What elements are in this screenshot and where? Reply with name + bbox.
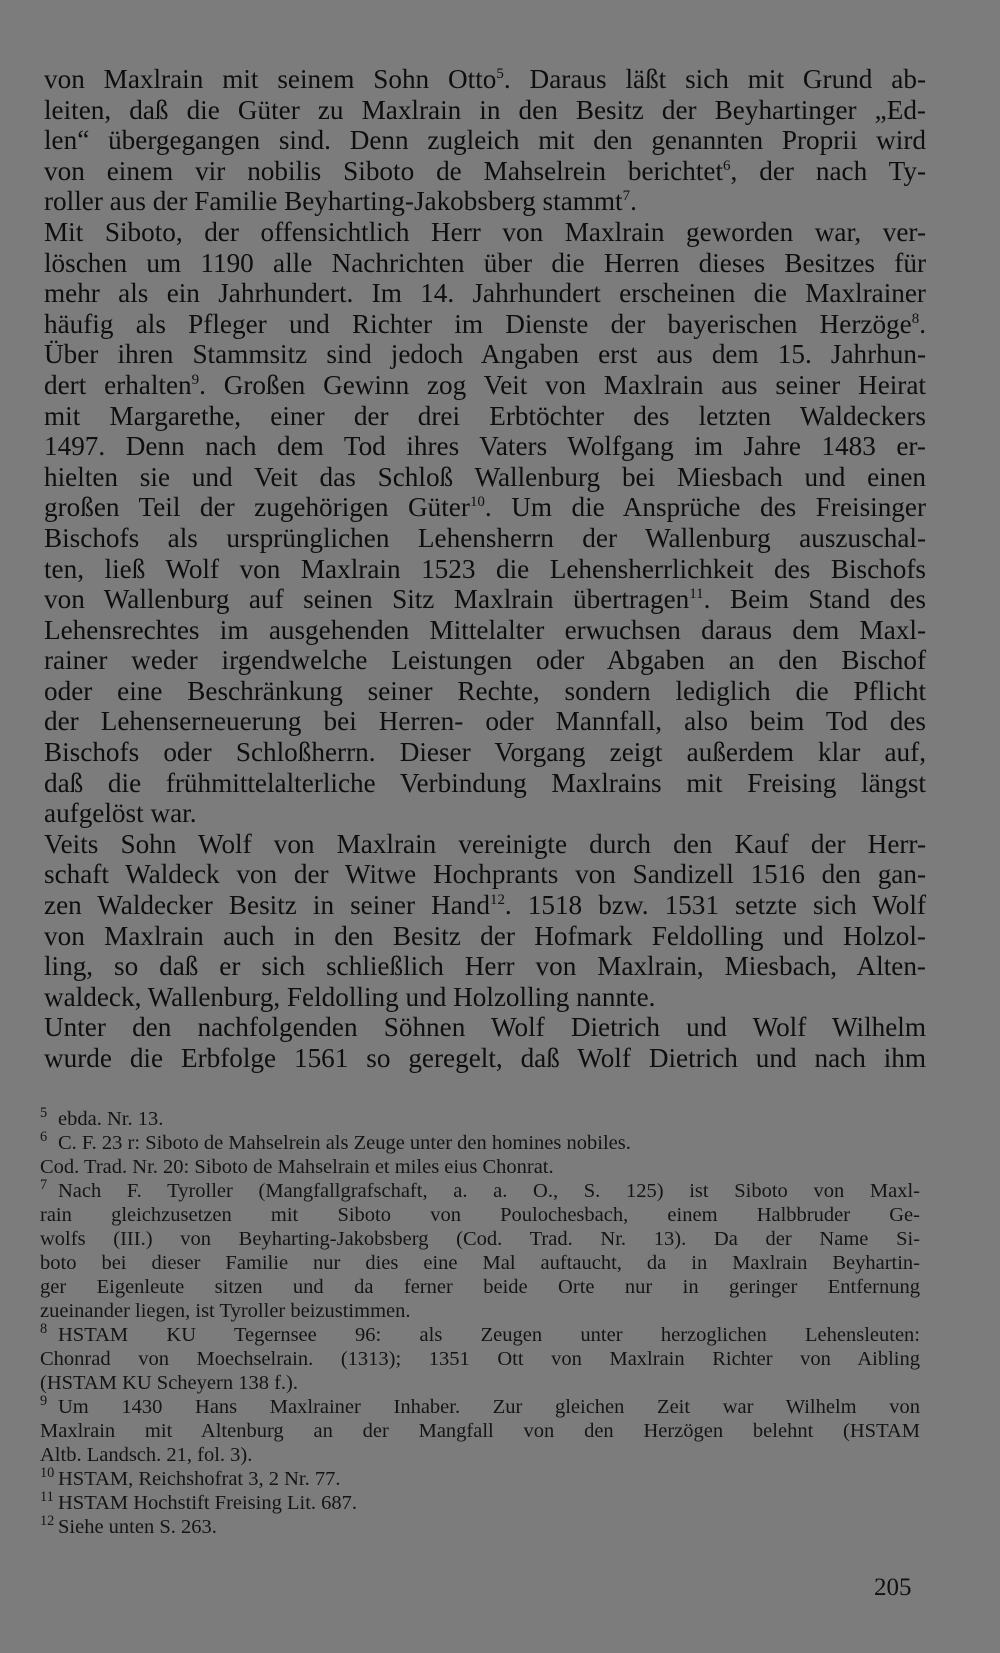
footnote-text: ger Eigenleute sitzen und da ferner beide Orte nur in geringer Entfernung: [40, 1276, 920, 1298]
text-line: [44, 217, 926, 248]
footnote-line: [40, 1203, 920, 1227]
text-segment: .: [630, 186, 637, 217]
footnote-line: [40, 1155, 920, 1179]
text-segment: mehr als ein Jahrhundert. Im 14. Jahrhundert erscheinen die Maxlrainer: [44, 278, 926, 309]
text-line: [44, 523, 926, 554]
footnote-reference: 5: [496, 65, 504, 82]
text-segment: waldeck, Wallenburg, Feldolling und Holzolling nannte.: [44, 981, 656, 1012]
text-line: [44, 95, 926, 126]
footnote-line: 6 C. F. 23 r: Siboto de Mahselrein als Zeuge unter den homines nobiles.: [40, 1129, 631, 1154]
footnote-reference: 11: [689, 586, 704, 603]
text-segment: aufgelöst war.: [44, 798, 197, 829]
text-segment: mit Margarethe, einer der drei Erbtöchter des letzten Waldeckers: [44, 400, 926, 431]
text-segment: von Maxlrain auch in den Besitz der Hofmark Feldolling und Holzol-: [44, 920, 926, 951]
text-segment: Veits Sohn Wolf von Maxlrain vereinigte durch den Kauf der Herr-: [44, 828, 926, 859]
text-segment: schaft Waldeck von der Witwe Hochprants von Sandizell 1516 den gan-: [44, 859, 926, 890]
footnote-line: [40, 1275, 920, 1299]
footnote-text: C. F. 23 r: Siboto de Mahselrein als Zeuge unter den homines nobiles.: [58, 1132, 631, 1154]
footnote-text: zueinander liegen, ist Tyroller beizustimmen.: [40, 1300, 411, 1322]
text-segment: roller aus der Familie Beyharting-Jakobsberg stammt: [44, 186, 623, 217]
text-segment: wurde die Erbfolge 1561 so geregelt, daß Wolf Dietrich und nach ihm: [44, 1043, 926, 1073]
footnote-reference: 8: [911, 310, 920, 327]
footnote-line: 9 Um 1430 Hans Maxlrainer Inhaber. Zur gleichen Zeit war Wilhelm von: [40, 1393, 920, 1418]
text-segment: dert erhalten: [44, 369, 192, 400]
footnote-line: [40, 1443, 920, 1467]
text-segment: von Wallenburg auf seinen Sitz Maxlrain übertragen: [44, 584, 690, 615]
footnote-line: 12 Siehe unten S. 263.: [40, 1513, 217, 1538]
footnote-line: 7 Nach F. Tyroller (Mangfallgrafschaft, a. a. O., S. 125) ist Siboto von Maxl-: [40, 1177, 920, 1202]
footnote-text: Altb. Landsch. 21, fol. 3).: [40, 1444, 253, 1466]
text-segment: ten, ließ Wolf von Maxlrain 1523 die Lehensherrlichkeit des Bischofs: [44, 553, 926, 584]
text-line: [44, 584, 926, 615]
text-segment: Bischofs als ursprünglichen Lehensherrn der Wallenburg auszuschal-: [44, 522, 926, 553]
text-segment: . Beim Stand des: [703, 584, 926, 615]
footnote-text: ebda. Nr. 13.: [58, 1108, 164, 1130]
footnote-reference: 9: [191, 371, 200, 388]
text-segment: .: [919, 308, 926, 339]
footnote-line: 8 HSTAM KU Tegernsee 96: als Zeugen unter herzoglichen Lehensleuten:: [40, 1321, 920, 1346]
text-line: [44, 615, 926, 646]
main-text: [44, 64, 926, 1074]
footnotes: [40, 1107, 920, 1539]
footnote-line: 10 HSTAM, Reichshofrat 3, 2 Nr. 77.: [40, 1465, 341, 1490]
text-segment: von einem vir nobilis Siboto de Mahselrein berichtet: [44, 155, 724, 186]
footnote-text: Maxlrain mit Altenburg an der Mangfall von den Herzögen belehnt (HSTAM: [40, 1420, 920, 1442]
text-line: [44, 248, 926, 279]
text-line: [44, 339, 926, 370]
text-segment: leiten, daß die Güter zu Maxlrain in den Besitz der Beyhartinger „Ed-: [44, 94, 926, 125]
footnote-text: wolfs (III.) von Beyharting-Jakobsberg (Cod. Trad. Nr. 13). Da der Name Si-: [40, 1228, 920, 1250]
text-segment: Mit Siboto, der offensichtlich Herr von Maxlrain geworden war, ver-: [44, 216, 926, 247]
footnote-text: HSTAM Hochstift Freising Lit. 687.: [58, 1492, 358, 1514]
text-line: [44, 64, 926, 95]
footnote-line: [40, 1251, 920, 1275]
footnote-line: [40, 1347, 920, 1371]
text-segment: hielten sie und Veit das Schloß Wallenburg bei Miesbach und einen: [44, 461, 926, 492]
text-segment: häufig als Pfleger und Richter im Dienste der bayerischen Herzöge: [44, 308, 912, 339]
text-segment: Über ihren Stammsitz sind jedoch Angaben erst aus dem 15. Jahrhun-: [44, 339, 926, 370]
text-segment: der Lehenserneuerung bei Herren- oder Mannfall, also beim Tod des: [44, 706, 926, 737]
text-line: [44, 125, 926, 156]
footnote-line: [40, 1227, 920, 1251]
text-line: [44, 798, 926, 829]
footnote-text: Chonrad von Moechselrain. (1313); 1351 Ott von Maxlrain Richter von Aibling: [40, 1348, 920, 1370]
footnote-text: Um 1430 Hans Maxlrainer Inhaber. Zur gleichen Zeit war Wilhelm von: [58, 1396, 920, 1418]
text-line: [44, 401, 926, 432]
page-number: 205: [874, 1574, 912, 1601]
footnote-line: 11 HSTAM Hochstift Freising Lit. 687.: [40, 1489, 358, 1514]
text-segment: löschen um 1190 alle Nachrichten über die Herren dieses Besitzes für: [44, 247, 926, 278]
text-segment: zen Waldecker Besitz in seiner Hand: [44, 890, 490, 921]
text-segment: von Maxlrain mit seinem Sohn Otto: [44, 64, 497, 94]
footnote-line: [40, 1371, 920, 1395]
footnote-text: Cod. Trad. Nr. 20: Siboto de Mahselrain et miles eius Chonrat.: [40, 1156, 554, 1178]
text-segment: daß die frühmittelalterliche Verbindung Maxlrains mit Freising längst: [44, 767, 926, 798]
text-line: [44, 768, 926, 799]
text-line: [44, 737, 926, 768]
text-segment: . Großen Gewinn zog Veit von Maxlrain aus seiner Heirat: [199, 369, 926, 400]
footnote-text: Nach F. Tyroller (Mangfallgrafschaft, a. a. O., S. 125) ist Siboto von Maxl-: [58, 1180, 920, 1202]
text-segment: Unter den nachfolgenden Söhnen Wolf Dietrich und Wolf Wilhelm: [44, 1012, 926, 1043]
text-line: [44, 554, 926, 585]
footnote-line: [40, 1299, 920, 1323]
text-line: [44, 309, 926, 340]
footnote-text: rain gleichzusetzen mit Siboto von Poulochesbach, einem Halbbruder Ge-: [40, 1204, 920, 1226]
text-segment: 1497. Denn nach dem Tod ihres Vaters Wolfgang im Jahre 1483 er-: [44, 431, 926, 462]
text-line: [44, 982, 926, 1013]
footnote-text: HSTAM, Reichshofrat 3, 2 Nr. 77.: [58, 1468, 341, 1490]
text-segment: . Daraus läßt sich mit Grund ab-: [503, 64, 926, 94]
text-line: [44, 278, 926, 309]
footnote-reference: 6: [723, 157, 731, 174]
text-line: [44, 859, 926, 890]
text-line: [44, 921, 926, 952]
text-line: [44, 186, 926, 217]
text-line: [44, 156, 926, 187]
text-segment: ling, so daß er sich schließlich Herr von Maxlrain, Miesbach, Alten-: [44, 951, 926, 982]
text-line: [44, 492, 926, 523]
footnote-line: 5 ebda. Nr. 13.: [40, 1105, 164, 1130]
text-line: [44, 1043, 926, 1074]
text-segment: oder eine Beschränkung seiner Rechte, sondern lediglich die Pflicht: [44, 675, 926, 706]
text-segment: Lehensrechtes im ausgehenden Mittelalter erwuchsen daraus dem Maxl-: [44, 614, 926, 645]
text-segment: . 1518 bzw. 1531 setzte sich Wolf: [504, 890, 926, 921]
footnote-reference: 10: [469, 494, 485, 511]
text-segment: , der nach Ty-: [730, 155, 927, 186]
text-segment: Bischofs oder Schloßherrn. Dieser Vorgang zeigt außerdem klar auf,: [44, 737, 926, 768]
footnote-line: [40, 1419, 920, 1443]
text-line: [44, 645, 926, 676]
text-segment: großen Teil der zugehörigen Güter: [44, 492, 470, 523]
text-line: [44, 951, 926, 982]
text-segment: . Um die Ansprüche des Freisinger: [484, 492, 927, 523]
text-line: [44, 676, 926, 707]
footnote-text: Siehe unten S. 263.: [58, 1516, 217, 1538]
footnote-reference: 7: [622, 188, 631, 205]
footnote-text: HSTAM KU Tegernsee 96: als Zeugen unter herzoglichen Lehensleuten:: [58, 1324, 920, 1346]
text-line: [44, 706, 926, 737]
text-segment: len“ übergegangen sind. Denn zugleich mit den genannten Proprii wird: [44, 125, 926, 156]
text-line: [44, 890, 926, 921]
text-line: [44, 431, 926, 462]
text-line: [44, 1012, 926, 1043]
footnote-text: boto bei dieser Familie nur dies eine Mal auftaucht, da in Maxlrain Beyhartin-: [40, 1252, 920, 1274]
text-line: [44, 370, 926, 401]
text-line: [44, 829, 926, 860]
footnote-text: (HSTAM KU Scheyern 138 f.).: [40, 1372, 298, 1394]
text-segment: rainer weder irgendwelche Leistungen oder Abgaben an den Bischof: [44, 645, 926, 676]
text-line: [44, 462, 926, 493]
footnote-reference: 12: [489, 891, 505, 908]
